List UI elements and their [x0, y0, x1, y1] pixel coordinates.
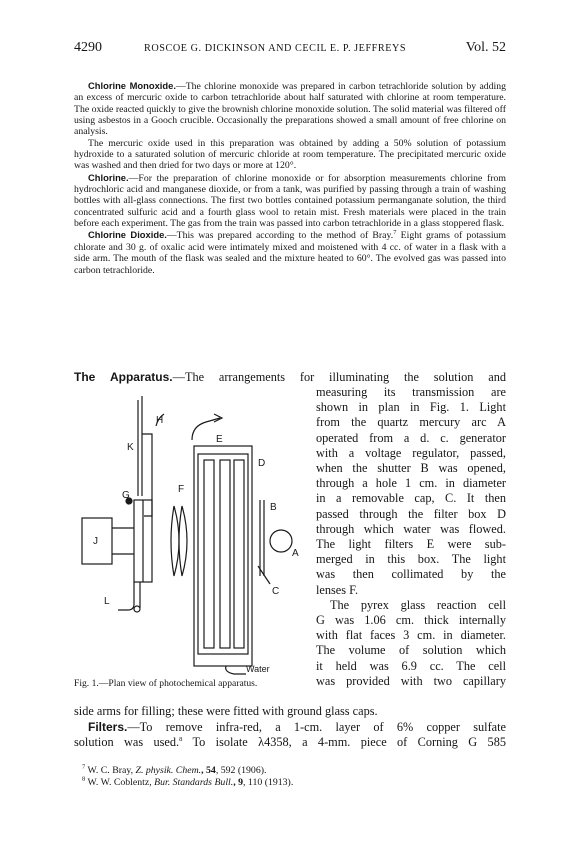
footnote-journal: Bur. Standards Bull.	[154, 777, 234, 788]
chlorine-dioxide-text-cont: Eight grams of potassium chlorate and 30 g. of oxalic acid were intimately mixed and moistened with 4 cc. of water in a flask with a side arm. The mouth of the flask was sealed and the mixture heated to 60°. The evolved gas was passed into carbon tetrachloride.	[74, 230, 506, 276]
label-c: C	[272, 586, 280, 597]
lens-f2	[179, 506, 187, 576]
apparatus-line: from the quartz mercury arc A	[316, 415, 506, 430]
label-f: F	[178, 484, 185, 495]
footnote-volume: , 9	[233, 777, 244, 788]
filters-section	[74, 720, 506, 750]
apparatus-line: with flat faces 3 cm. in diameter.	[316, 628, 506, 643]
running-header	[74, 40, 506, 62]
chlorine-dioxide-heading: Chlorine Dioxide.	[88, 229, 167, 241]
materials-section	[74, 80, 506, 276]
footnote-8	[82, 777, 293, 789]
label-l: L	[104, 596, 110, 607]
chlorine-heading: Chlorine.	[88, 171, 129, 183]
footnote-ref-7[interactable]: 7	[393, 229, 397, 237]
apparatus-first-line	[74, 370, 506, 385]
footnote-pages: , 592 (1906).	[215, 765, 267, 776]
chlorine-text: For the preparation of chlorine monoxide or for absorption measurements chlorine from hydrochloric acid and manganese dioxide, or from a tank, was purified by passing through a train of washing bottles with all-glass connections. The first two bottles contained potassium permanganate solution, the third concentrated sulfuric acid and a fourth glass wool to retain mist. Fresh materials were placed in the train before each experiment. The gas from the train was passed into carbon tetrachloride in a glass stoppered flask.	[74, 172, 506, 230]
heading-dash: —	[166, 230, 177, 242]
mercuric-oxide-text: The mercuric oxide used in this preparation was obtained by adding a 50% solution of potassium hydroxide to a saturated solution of mercuric chloride at room temperature. The precipitated mercuric oxide was washed and then dried for two days or more at 120°.	[74, 137, 506, 172]
label-e: E	[216, 434, 223, 445]
label-j: J	[93, 536, 98, 547]
figure-plan-view	[74, 396, 306, 676]
light-filter-e3	[234, 460, 244, 648]
volume-number: Vol. 52	[465, 40, 506, 55]
label-h: H	[156, 415, 164, 426]
chlorine-dioxide-paragraph	[74, 229, 506, 275]
label-g: G	[122, 490, 130, 501]
apparatus-line: —The arrangements for illuminating the solution and	[172, 370, 506, 384]
label-d: D	[258, 458, 266, 469]
footnote-number: 7	[82, 763, 86, 771]
apparatus-line: The light filters E were sub-	[316, 537, 506, 552]
capillary-arm-lower	[118, 582, 134, 610]
apparatus-line: with a voltage regulator, passed,	[316, 445, 506, 460]
apparatus-line: was then collimated by the	[316, 567, 506, 582]
footnote-volume: , 54	[201, 765, 216, 776]
apparatus-last-line	[74, 704, 506, 719]
footnote-pages: , 110 (1913).	[243, 777, 294, 788]
label-k: K	[127, 442, 134, 453]
apparatus-line: was provided with two capillary	[316, 673, 506, 688]
apparatus-line: measuring its transmission are	[316, 385, 506, 399]
heading-dash: —	[128, 172, 139, 184]
apparatus-line: The volume of solution which	[316, 643, 506, 658]
mercuric-oxide-paragraph	[74, 138, 506, 172]
footnote-7	[82, 765, 266, 777]
apparatus-line: operated from a d. c. generator	[316, 430, 506, 445]
apparatus-wrapped-text	[316, 385, 506, 689]
apparatus-line: merged in this box. The light	[316, 552, 506, 567]
filters-line: solution was used.	[74, 735, 180, 750]
apparatus-line: The pyrex glass reaction cell	[330, 597, 506, 612]
footnote-ref-8[interactable]: 8	[179, 736, 183, 744]
running-head-authors: ROSCOE G. DICKINSON AND CECIL E. P. JEFFREYS	[144, 43, 407, 54]
apparatus-line: passed through the filter box D	[316, 506, 506, 521]
mercury-arc-a	[270, 530, 292, 552]
cell-cap-bottom	[134, 606, 140, 612]
apparatus-line: when the shutter B was opened,	[316, 461, 506, 476]
filter-box-d	[194, 446, 252, 666]
apparatus-line: G was 1.06 cm. thick internally	[316, 613, 506, 628]
light-filter-e2	[220, 460, 230, 648]
chlorine-monoxide-paragraph	[74, 80, 506, 138]
label-b: B	[270, 502, 277, 513]
apparatus-line: lenses F.	[316, 582, 359, 597]
water-outlet	[226, 666, 246, 674]
apparatus-heading: The Apparatus.	[74, 370, 173, 384]
apparatus-line: in a removable cap, C. It then	[316, 491, 506, 506]
apparatus-line: shown in plan in Fig. 1. Light	[316, 400, 506, 415]
apparatus-line: through a hole 1 cm. in diameter	[316, 476, 506, 491]
footnote-author: W. W. Coblentz,	[85, 777, 155, 788]
footnote-author: W. C. Bray,	[85, 765, 136, 776]
chlorine-monoxide-text: The chlorine monoxide was prepared in carbon tetrachloride solution by adding an excess of mercuric oxide to carbon tetrachloride about half saturated with chlorine at room temperature. The oxide reacted quickly to give the brownish chlorine monoxide solution. The solid material was filtered off using asbestos in a Gooch crucible. Occasionally the preparations showed a small amount of free chlorine on analysis.	[74, 81, 506, 138]
apparatus-line: side arms for filling; these were fitted with ground glass caps.	[74, 704, 378, 718]
filters-line: —To remove infra-red, a 1-cm. layer of 6% copper sulfate	[127, 720, 506, 734]
light-filter-e1	[204, 460, 214, 648]
filters-line-cont: To isolate λ4358, a 4-mm. piece of Corning G 585	[182, 735, 506, 750]
lens-f1	[171, 506, 179, 576]
chlorine-paragraph	[74, 172, 506, 230]
chlorine-monoxide-heading: Chlorine Monoxide.	[88, 80, 176, 91]
footnote-journal: Z. physik. Chem.	[135, 765, 202, 776]
heading-dash: —	[175, 81, 186, 92]
footnote-number: 8	[82, 775, 86, 783]
label-water: Water	[246, 664, 270, 674]
filter-box-inner	[198, 454, 248, 654]
label-a: A	[292, 548, 299, 559]
apparatus-line: through which water was flowed.	[316, 521, 506, 536]
apparatus-line: it held was 6.9 cc. The cell	[316, 658, 506, 673]
page-number: 4290	[74, 40, 102, 55]
chlorine-dioxide-text: This was prepared according to the method of Bray.	[176, 230, 394, 242]
filters-heading: Filters.	[88, 720, 128, 734]
figure-caption: Fig. 1.—Plan view of photochemical apparatus.	[74, 678, 258, 689]
